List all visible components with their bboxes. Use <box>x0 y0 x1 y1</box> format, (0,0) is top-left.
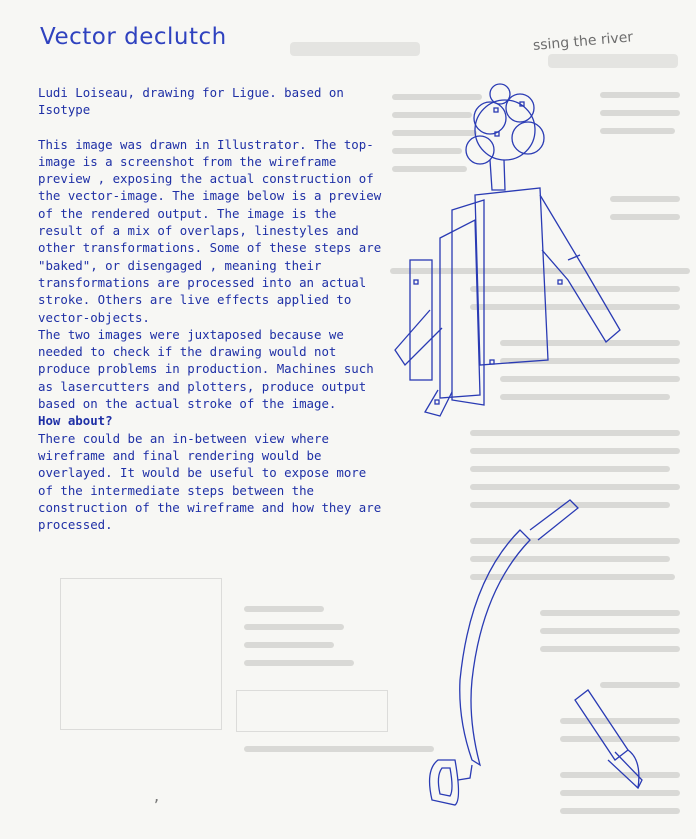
page-title: Vector declutch <box>40 24 227 50</box>
torso-outline <box>475 188 548 365</box>
pouch-tie <box>458 765 472 780</box>
ghost-line <box>244 642 334 648</box>
head-circle <box>506 94 534 122</box>
ghost-line <box>244 660 354 666</box>
pouch-outline <box>430 760 459 805</box>
question-heading: How about? <box>38 413 113 429</box>
article-body <box>38 84 388 533</box>
neck-outline <box>490 160 505 190</box>
right-arm-outline <box>540 195 620 342</box>
ghost-line <box>244 624 344 630</box>
overlay-heading: ssing the river <box>532 29 634 54</box>
anchor-point <box>494 108 498 112</box>
strap-outline <box>460 530 530 765</box>
head-circle <box>475 100 535 160</box>
credit-line: Ludi Loiseau, drawing for Ligue. based on Isotype <box>38 85 344 118</box>
left-arm-outline <box>395 310 442 365</box>
head-circle <box>474 102 506 134</box>
wireframe-figure-svg <box>380 60 680 830</box>
ghost-table <box>60 578 222 730</box>
margin-mark-icon: ’ <box>152 798 161 814</box>
wireframe-figure-illustration <box>380 60 680 830</box>
paddle-edge <box>628 750 639 788</box>
paddle-handle-outline <box>575 690 628 760</box>
anchor-point <box>520 102 524 106</box>
strap-top-outline <box>530 500 578 540</box>
anchor-point <box>490 360 494 364</box>
pouch-inner-outline <box>438 768 452 796</box>
ghost-heading <box>290 42 420 56</box>
anchor-point <box>558 280 562 284</box>
head-circle <box>466 136 494 164</box>
ghost-line <box>244 606 324 612</box>
torso-panel <box>440 220 480 398</box>
anchor-point <box>414 280 418 284</box>
paragraph-wireframe: This image was drawn in Illustrator. The top-image is a screenshot from the wireframe preview , exposing the actual construction of the vector-image. The image below is a preview of the rendered output. The image is the result of a mix of overlaps, linestyles and other transformations. Some of these steps are "baked", or disengaged , meaning their transformations are processed into an actual stroke. Others are live effects applied to vector-objects. <box>38 136 382 325</box>
anchor-point <box>495 132 499 136</box>
ghost-table <box>236 690 388 732</box>
paragraph-proposal: There could be an in-between view where wireframe and final rendering would be overlayed. It would be useful to expose more of the intermediate steps between the construction of the wireframe and how they are processed. <box>38 430 382 533</box>
paragraph-juxtaposed: The two images were juxtaposed because we needed to check if the drawing would not produce problems in production. Machines such as lasercutters and plotters, produce output based on the actual stroke of the image. <box>38 326 374 412</box>
anchor-point <box>435 400 439 404</box>
